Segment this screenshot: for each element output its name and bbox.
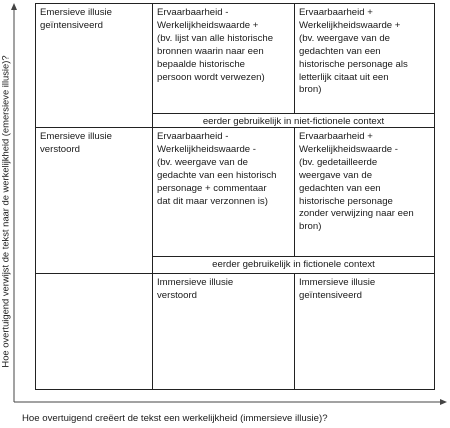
y-axis-arrowhead [11, 3, 17, 10]
band-fictional-context: eerder gebruikelijk in fictionele context [212, 259, 375, 270]
band-non-fictional-context: eerder gebruikelijk in niet-fictionele context [202, 116, 385, 127]
cell-emersive-intensified: Emersieve illusie geïntensiveerd [40, 7, 112, 31]
cell-immersive-intensified: Immersieve illusie geïntensiveerd [299, 277, 376, 301]
cell-experience-minus-reality-plus: Ervaarbaarheid - Werkelijkheidswaarde + (bv. lijst van alle historische bronnen waarin naar een bepaalde historische persoon wordt verwezen) [157, 7, 274, 83]
x-axis-arrowhead [440, 399, 447, 405]
y-axis-label: Hoe overtuigend verwijst de tekst naar de werkelijkheid (emersieve illusie)? [0, 55, 11, 368]
x-axis-label: Hoe overtuigend creëert de tekst een werkelijkheid (immersieve illusie)? [22, 413, 328, 424]
cell-experience-plus-reality-plus: Ervaarbaarheid + Werkelijkheidswaarde + (bv. weergave van de gedachten van een historische personage als letterlijk citaat uit een bron) [299, 7, 408, 96]
cell-experience-minus-reality-minus: Ervaarbaarheid - Werkelijkheidswaarde - (bv. weergave van de gedachte van een historisch personage + commentaar dat dit maar verzonnen is) [157, 131, 277, 207]
cell-emersive-disrupted: Emersieve illusie verstoord [40, 131, 112, 155]
cell-immersive-disrupted: Immersieve illusie verstoord [157, 277, 234, 301]
cell-experience-plus-reality-minus: Ervaarbaarheid + Werkelijkheidswaarde - (bv. gedetailleerde weergave van de gedachten van een historische personage zonder verwijzing naar een bron) [299, 131, 414, 233]
